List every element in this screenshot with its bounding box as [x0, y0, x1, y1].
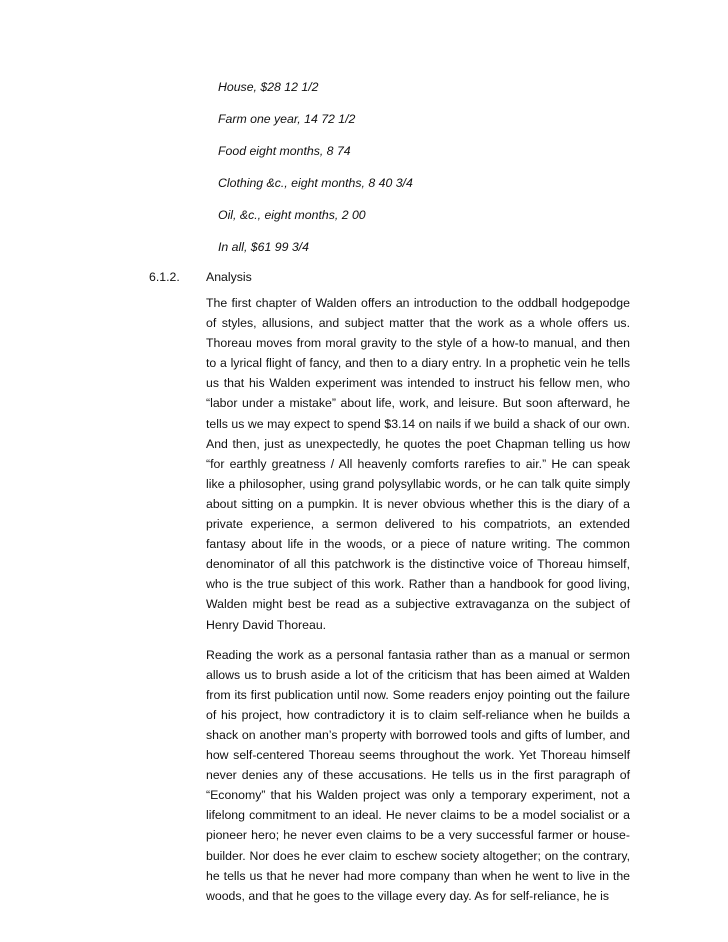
section-title: Analysis: [206, 270, 252, 284]
expense-line: In all, $61 99 3/4: [218, 240, 309, 254]
section-number: 6.1.2.: [149, 270, 180, 284]
expense-list: [218, 79, 413, 271]
body-paragraph: Reading the work as a personal fantasia rather than as a manual or sermon allows us to brush aside a lot of the criticism that has been aimed at Walden from its first publication until now. Some readers enjoy pointing out the failure of his project, how contradictory it is to claim self-reliance when he builds a shack on another man’s property with borrowed tools and gifts of lumber, and how self-centered Thoreau seems throughout the work. Yet Thoreau himself never denies any of these accusations. He tells us in the first paragraph of “Economy” that his Walden project was only a temporary experiment, not a lifelong commitment to an ideal. He never claims to be a model socialist or a pioneer hero; he never even claims to be a very successful farmer or house-builder. Nor does he ever claim to eschew society altogether; on the contrary, he tells us that he never had more company than when he went to live in the woods, and that he goes to the village every day. As for self-reliance, he is: [206, 647, 630, 903]
section-heading: [149, 269, 252, 285]
expense-line: Food eight months, 8 74: [218, 144, 351, 158]
expense-line: Clothing &c., eight months, 8 40 3/4: [218, 176, 413, 190]
expense-line: Oil, &c., eight months, 2 00: [218, 208, 366, 222]
expense-line: House, $28 12 1/2: [218, 80, 319, 94]
section-body: [206, 293, 630, 916]
body-paragraph: The first chapter of Walden offers an introduction to the oddball hodgepodge of styles, allusions, and subject matter that the work as a whole offers us. Thoreau moves from moral gravity to the style of a how-to manual, and then to a lyrical flight of fancy, and then to a diary entry. In a prophetic vein he tells us that his Walden experiment was intended to instruct his fellow men, who “labor under a mistake” about life, work, and leisure. But soon afterward, he tells us we may expect to spend $3.14 on nails if we build a shack of our own. And then, just as unexpectedly, he quotes the poet Chapman telling us how “for earthly greatness / All heavenly comforts rarefies to air.” He can speak like a philosopher, using grand polysyllabic words, or he can talk quite simply about sitting on a pumpkin. It is never obvious whether this is the diary of a private experience, a sermon delivered to his compatriots, an extended fantasy about life in the woods, or a piece of nature writing. The common denominator of all this patchwork is the distinctive voice of Thoreau himself, who is the true subject of this work. Rather than a handbook for good living, Walden might best be read as a subjective extravaganza on the subject of Henry David Thoreau.: [206, 296, 630, 632]
expense-line: Farm one year, 14 72 1/2: [218, 112, 356, 126]
